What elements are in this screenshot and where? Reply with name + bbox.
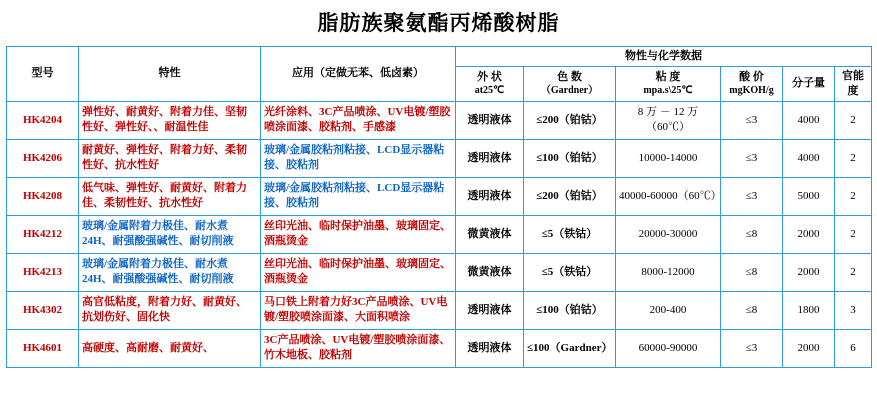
header-appearance-main: 外 状 [477,70,502,83]
cell-molecular: 2000 [783,253,835,291]
cell-application: 丝印光油、临时保护油墨、玻璃固定、酒瓶烫金 [261,215,456,253]
cell-application: 玻璃/金属胶粘剂粘接、LCD显示器粘接、胶粘剂 [261,139,456,177]
cell-color: ≤5（铁钴） [524,215,616,253]
header-application: 应用（定做无苯、低卤素） [261,47,456,102]
cell-molecular: 1800 [783,291,835,329]
cell-acid: ≤8 [721,291,783,329]
cell-application: 马口铁上附着力好3C产品喷涂、UV电镀/塑胶喷涂面漆、大面积喷涂 [261,291,456,329]
header-color [524,66,616,101]
cell-color: ≤5（铁钴） [524,253,616,291]
header-functionality: 官能度 [835,66,872,101]
cell-viscosity: 8 万 － 12 万（60℃） [616,101,721,139]
cell-color: ≤100（铂钴） [524,291,616,329]
cell-color: ≤100（铂钴） [524,139,616,177]
cell-appearance: 透明液体 [456,291,524,329]
cell-acid: ≤3 [721,177,783,215]
cell-molecular: 2000 [783,215,835,253]
cell-color: ≤200（铂钴） [524,101,616,139]
cell-appearance: 透明液体 [456,177,524,215]
table-body [7,101,872,367]
cell-acid: ≤3 [721,101,783,139]
cell-model: HK4206 [7,139,79,177]
header-acid-sub: mgKOH/g [729,85,774,97]
cell-viscosity: 8000-12000 [616,253,721,291]
cell-functionality: 2 [835,101,872,139]
cell-application: 玻璃/金属胶粘剂粘接、LCD显示器粘接、胶粘剂 [261,177,456,215]
cell-functionality: 2 [835,177,872,215]
cell-feature: 高硬度、高耐磨、耐黄好、 [79,329,261,367]
cell-color: ≤100（Gardner） [524,329,616,367]
cell-appearance: 微黄液体 [456,253,524,291]
cell-functionality: 2 [835,253,872,291]
cell-molecular: 4000 [783,101,835,139]
header-color-main: 色 数 [557,70,582,83]
cell-model: HK4204 [7,101,79,139]
cell-viscosity: 10000-14000 [616,139,721,177]
cell-model: HK4212 [7,215,79,253]
cell-appearance: 透明液体 [456,329,524,367]
header-appearance-sub: at25℃ [474,85,505,97]
header-viscosity [616,66,721,101]
cell-feature: 高官低粘度，附着力好、耐黄好、抗划伤好、固化快 [79,291,261,329]
header-viscosity-main: 粘 度 [655,70,681,83]
cell-acid: ≤8 [721,215,783,253]
cell-appearance: 微黄液体 [456,215,524,253]
cell-functionality: 3 [835,291,872,329]
cell-viscosity: 20000-30000 [616,215,721,253]
header-molecular-weight: 分子量 [783,66,835,101]
cell-color: ≤200（铂钴） [524,177,616,215]
table-row [7,139,872,177]
cell-acid: ≤3 [721,329,783,367]
cell-acid: ≤8 [721,253,783,291]
header-color-sub: （Gardner） [540,85,599,97]
header-model: 型号 [7,47,79,102]
cell-viscosity: 200-400 [616,291,721,329]
cell-acid: ≤3 [721,139,783,177]
table-row [7,329,872,367]
cell-appearance: 透明液体 [456,139,524,177]
header-acid-main: 酸 价 [739,70,764,83]
header-appearance [456,66,524,101]
cell-application: 光纤涂料、3C产品喷涂、UV电镀/塑胶喷涂面漆、胶粘剂、手感漆 [261,101,456,139]
header-acid-value [721,66,783,101]
cell-viscosity: 40000-60000（60℃） [616,177,721,215]
cell-functionality: 2 [835,215,872,253]
page-title: 脂肪族聚氨酯丙烯酸树脂 [317,11,560,35]
cell-functionality: 2 [835,139,872,177]
cell-model: HK4601 [7,329,79,367]
cell-molecular: 2000 [783,329,835,367]
header-feature: 特性 [79,47,261,102]
cell-functionality: 6 [835,329,872,367]
header-viscosity-sub: mpa.s\25℃ [643,85,693,97]
table-row [7,215,872,253]
cell-molecular: 5000 [783,177,835,215]
table-row [7,291,872,329]
cell-application: 3C产品喷涂、UV电镀/塑胶喷涂面漆、竹木地板、胶粘剂 [261,329,456,367]
cell-feature: 玻璃/金属附着力极佳、耐水煮24H、耐强酸强碱性、耐切削液 [79,253,261,291]
cell-feature: 弹性好、耐黄好、附着力佳、坚韧性好、弹性好、、耐温性佳 [79,101,261,139]
header-group-physical-chemical: 物性与化学数据 [456,47,872,67]
cell-model: HK4208 [7,177,79,215]
specification-table [6,46,872,368]
cell-feature: 耐黄好、弹性好、附着力好、柔韧性好、抗水性好 [79,139,261,177]
cell-feature: 玻璃/金属附着力极佳、耐水煮24H、耐强酸强碱性、耐切削液 [79,215,261,253]
cell-viscosity: 60000-90000 [616,329,721,367]
cell-application: 丝印光油、临时保护油墨、玻璃固定、酒瓶烫金 [261,253,456,291]
cell-model: HK4213 [7,253,79,291]
cell-appearance: 透明液体 [456,101,524,139]
table-row [7,101,872,139]
cell-feature: 低气味、弹性好、耐黄好、附着力佳、柔韧性好、抗水性好 [79,177,261,215]
table-header-row-1 [7,47,872,67]
table-row [7,253,872,291]
cell-model: HK4302 [7,291,79,329]
cell-molecular: 4000 [783,139,835,177]
table-row [7,177,872,215]
